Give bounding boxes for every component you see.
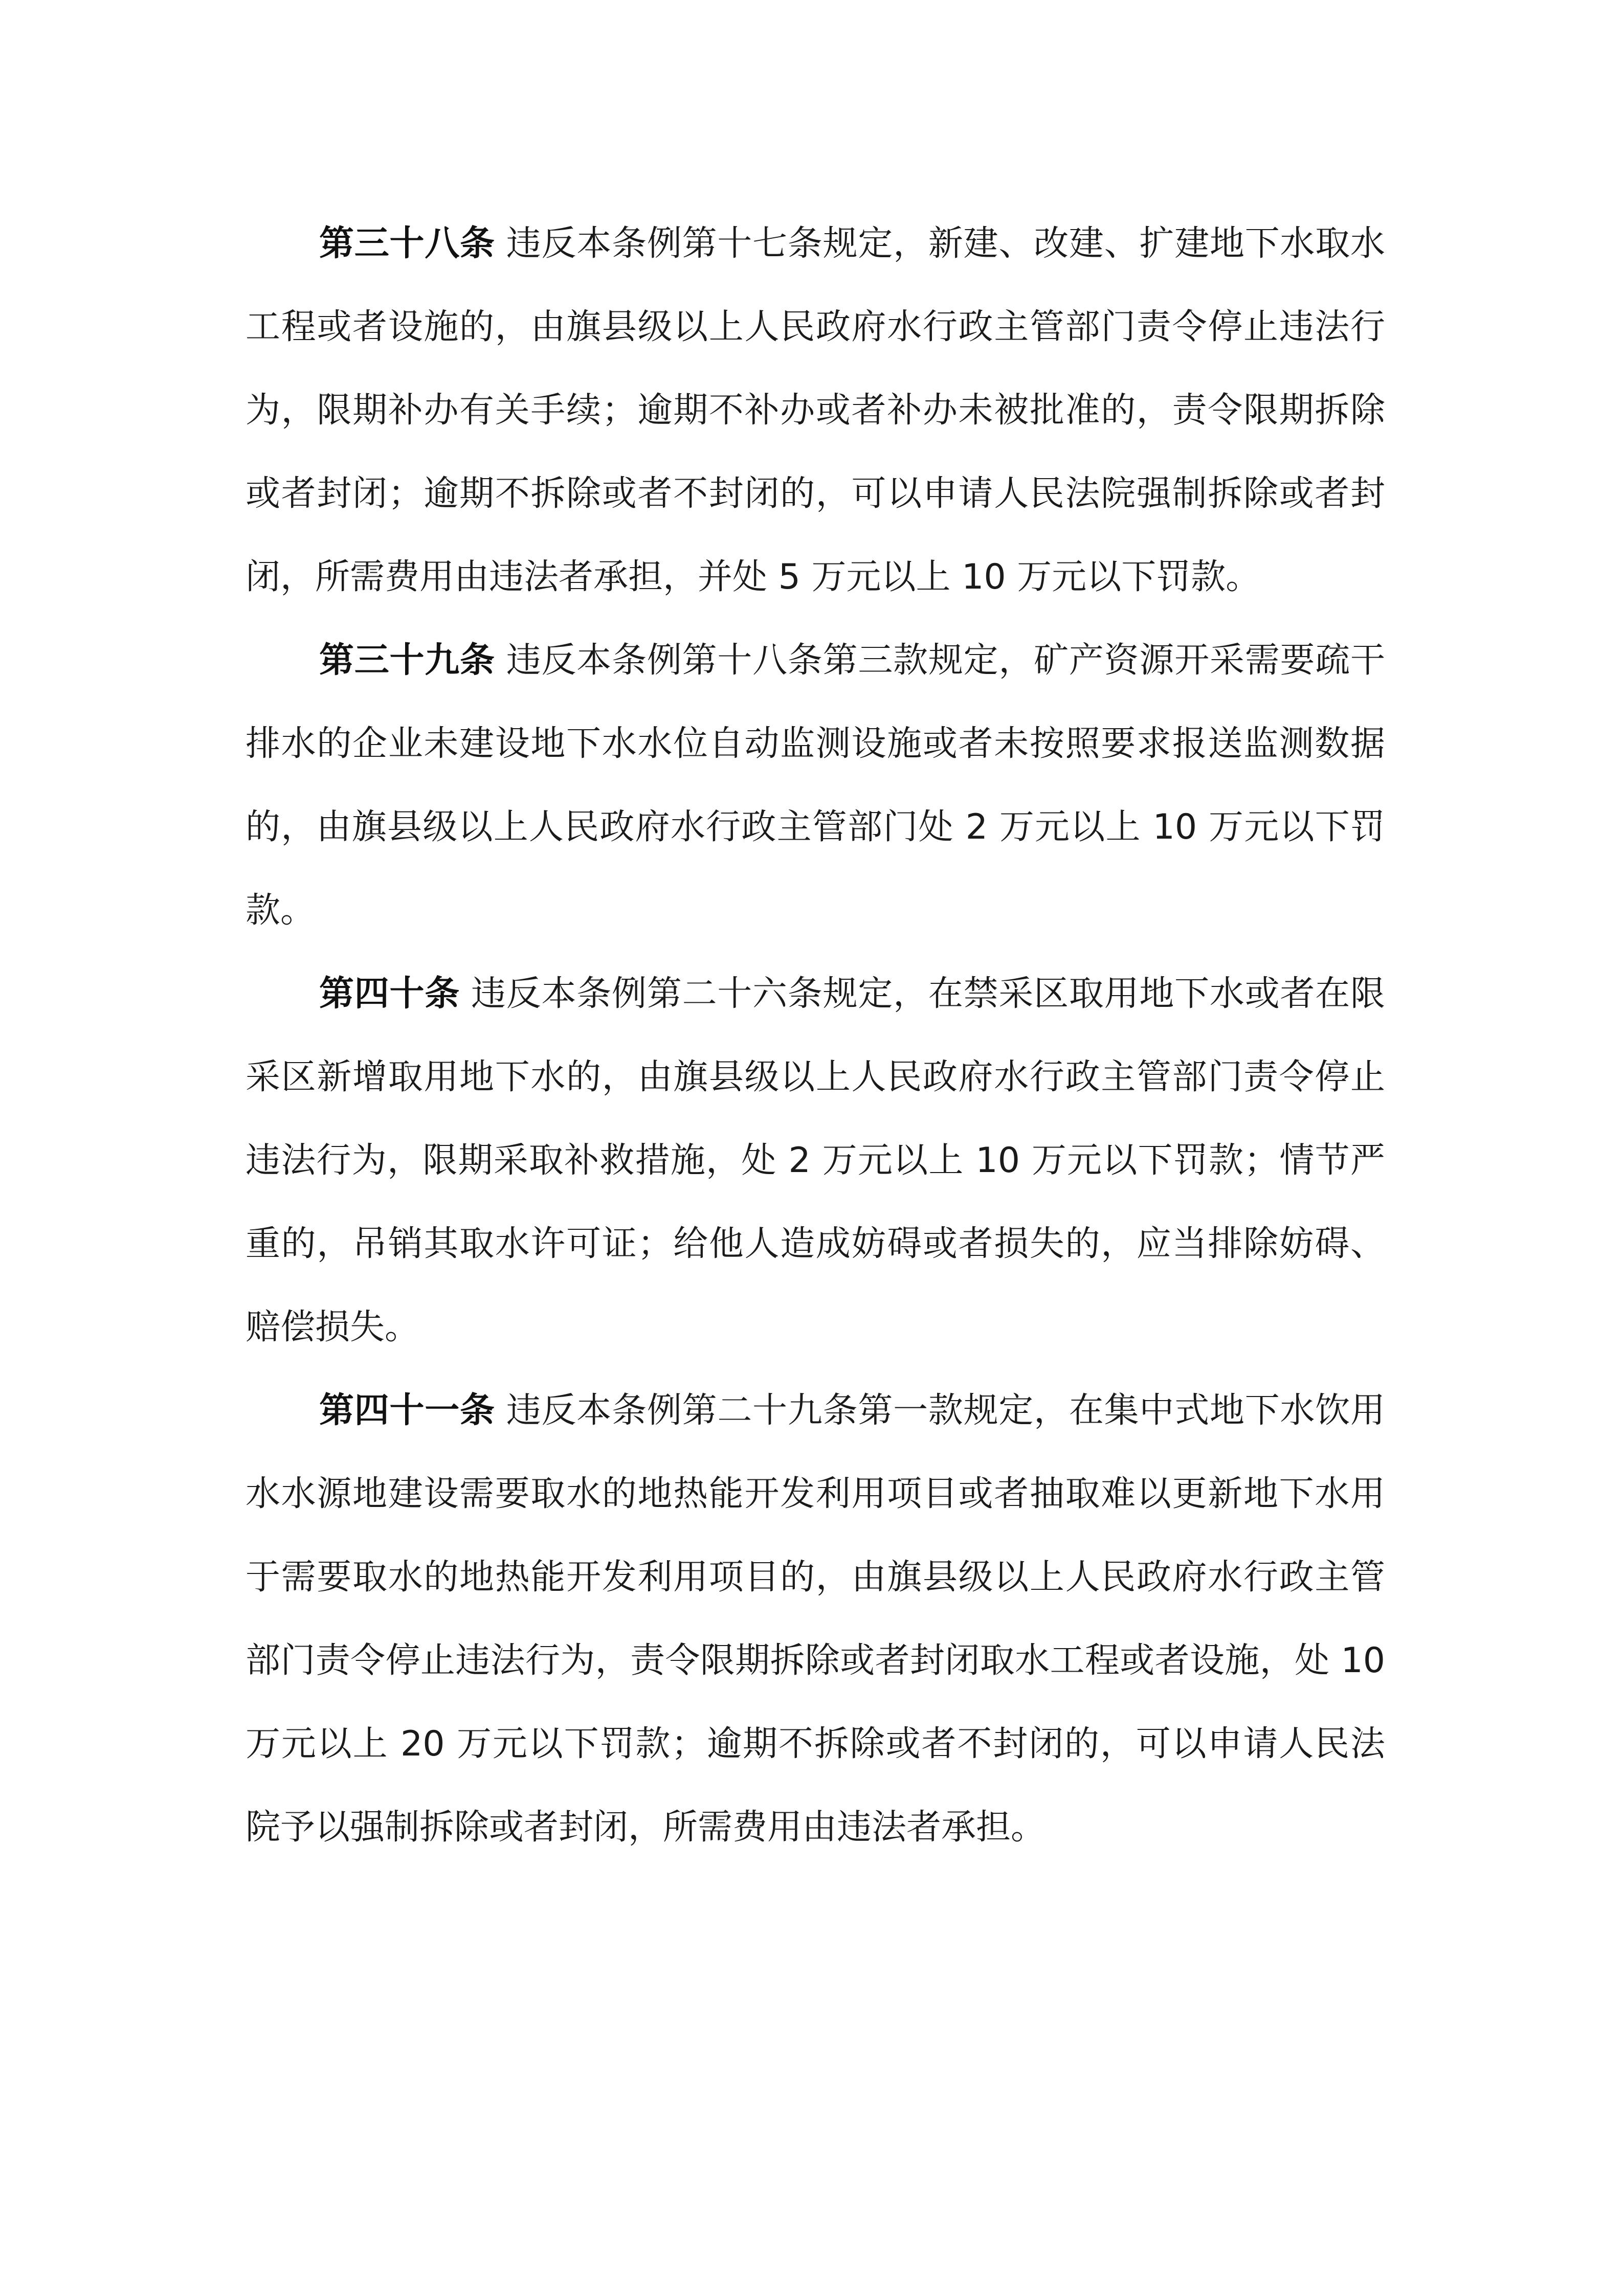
article-body: 违反本条例第十七条规定，新建、改建、扩建地下水取水工程或者设施的，由旗县级以上人民政府水行政主管部门责令停止违法行为，限期补办有关手续；逾期不补办或者补办未被批准的，责令限期拆除或者封闭；逾期不拆除或者不封闭的，可以申请人民法院强制拆除或者封闭，所需费用由违法者承担，并处 5 万元以上 10 万元以下罚款。	[246, 223, 1385, 597]
document-body	[246, 202, 1385, 1869]
article-body: 违反本条例第二十六条规定，在禁采区取用地下水或者在限采区新增取用地下水的，由旗县级以上人民政府水行政主管部门责令停止违法行为，限期采取补救措施，处 2 万元以上 10 万元以下罚款；情节严重的，吊销其取水许可证；给他人造成妨碍或者损失的，应当排除妨碍、赔偿损失。	[246, 974, 1385, 1347]
article-38	[246, 202, 1385, 619]
article-body: 违反本条例第十八条第三款规定，矿产资源开采需要疏干排水的企业未建设地下水水位自动监测设施或者未按照要求报送监测数据的，由旗县级以上人民政府水行政主管部门处 2 万元以上 10 万元以下罚款。	[246, 640, 1385, 931]
article-title: 第四十条	[319, 974, 460, 1014]
article-title: 第三十八条	[319, 223, 495, 264]
article-39	[246, 619, 1385, 952]
article-body: 违反本条例第二十九条第一款规定，在集中式地下水饮用水水源地建设需要取水的地热能开发利用项目或者抽取难以更新地下水用于需要取水的地热能开发利用项目的，由旗县级以上人民政府水行政主管部门责令停止违法行为，责令限期拆除或者封闭取水工程或者设施，处 10 万元以上 20 万元以下罚款；逾期不拆除或者不封闭的，可以申请人民法院予以强制拆除或者封闭，所需费用由违法者承担。	[246, 1390, 1385, 1848]
article-41	[246, 1369, 1385, 1869]
article-40	[246, 952, 1385, 1369]
article-title: 第三十九条	[319, 640, 495, 681]
article-title: 第四十一条	[319, 1390, 495, 1431]
